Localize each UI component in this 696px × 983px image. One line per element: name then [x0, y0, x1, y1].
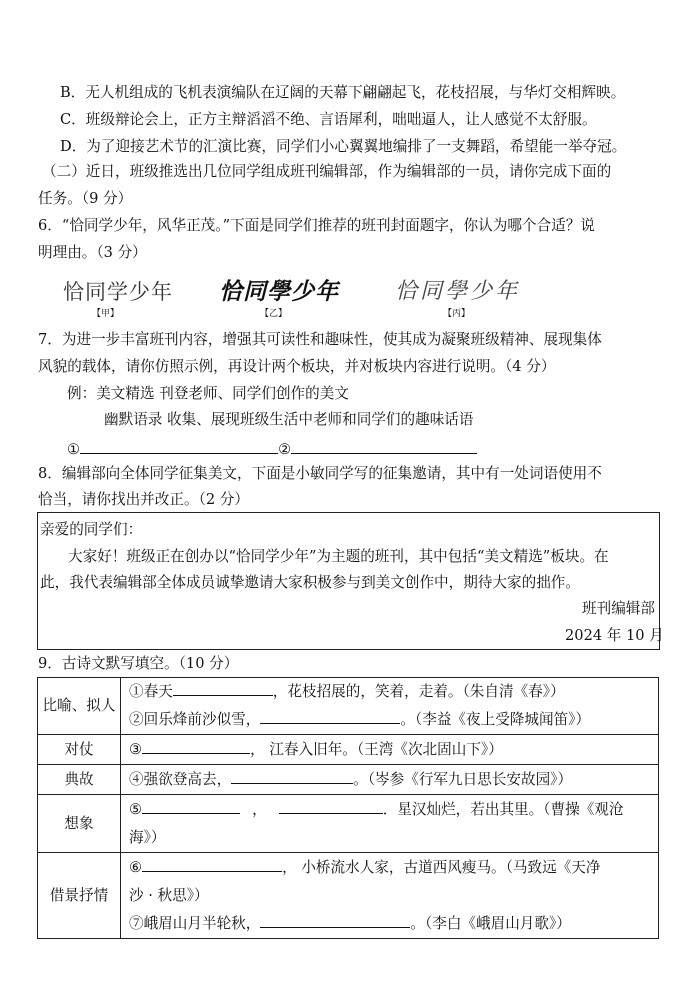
category-label: 想象 [64, 814, 94, 832]
category-label: 典故 [64, 770, 94, 788]
caption-yi: 【乙】 [260, 309, 288, 319]
poem-line-5-cont: 海》） [129, 828, 166, 846]
q6-line2: 明理由。（3 分） [38, 244, 147, 261]
section2-line2: 任务。（9 分） [38, 190, 133, 207]
poem-table [37, 677, 659, 939]
poem-row-diangu [38, 765, 659, 795]
calligraphy-bing [395, 274, 520, 305]
poem-line-7: ⑦峨眉山月半轮秋， 。（李白《峨眉山月歌》） [129, 910, 658, 938]
poem-blank-4[interactable] [231, 768, 353, 784]
q9-title: 9．古诗文默写填空。（10 分） [38, 655, 239, 672]
letter-signature: 班刊编辑部 [582, 600, 655, 617]
poem-line-5: ⑤ ， ．星汉灿烂，若出其里。（曹操《观沧 [129, 796, 658, 824]
q8-line1: 8．编辑部向全体同学征集美文，下面是小敏同学写的征集邀请，其中有一处词语使用不 [38, 465, 602, 482]
calligraphy-jia [63, 276, 173, 306]
q7-example1: 例：美文精选 刊登老师、同学们创作的美文 [67, 385, 349, 402]
calligraphy-bing-text: 恰同學少年 [395, 279, 521, 304]
poem-line-4: ④强欲登高去， 。（岑参《行军九日思长安故园》） [129, 766, 658, 794]
poem-line-3: ③ ， 江春入旧年。（王湾《次北固山下》） [129, 736, 658, 764]
poem-blank-5a[interactable] [142, 798, 240, 814]
poem-line-6-cont: 沙 · 秋思》） [129, 886, 209, 904]
q7-line1: 7．为进一步丰富班刊内容，增强其可读性和趣味性，使其成为凝聚班级精神、展现集体 [38, 331, 602, 348]
poem-blank-2[interactable] [260, 708, 400, 724]
calligraphy-jia-text: 恰同学少年 [63, 280, 173, 304]
poem-row-xiangxiang [38, 795, 659, 853]
q7-blank2[interactable] [291, 438, 477, 454]
poem-blank-6[interactable] [142, 856, 282, 872]
q7-blank2-label: ② [278, 441, 292, 458]
calligraphy-yi [219, 273, 339, 306]
letter-date: 2024 年 10 月 [565, 627, 664, 644]
caption-bing: 【丙】 [443, 309, 471, 319]
q7-blank1[interactable] [80, 438, 278, 454]
poem-blank-5b[interactable] [279, 798, 383, 814]
q7-blank1-label: ① [67, 441, 81, 458]
category-label: 对仗 [64, 740, 94, 758]
poem-blank-1[interactable] [173, 680, 273, 696]
category-label: 比喻、拟人 [42, 697, 116, 714]
poem-row-jiejing [38, 853, 659, 939]
q6-line1: 6．“恰同学少年，风华正茂。”下面是同学们推荐的班刊封面题字，你认为哪个合适？说 [38, 217, 595, 234]
section2-line1: （二）近日，班级推选出几位同学组成班刊编辑部，作为编辑部的一员，请你完成下面的 [42, 163, 612, 180]
q7-answer-line [67, 438, 477, 460]
q7-example2: 幽默语录 收集、展现班级生活中老师和同学们的趣味话语 [104, 411, 474, 428]
poem-row-metaphor [38, 678, 659, 735]
poem-row-duizhang [38, 735, 659, 765]
letter-body2: 此，我代表编辑部全体成员诚挚邀请大家积极参与到美文创作中，期待大家的拙作。 [40, 574, 580, 591]
poem-line-1: ①春天 ，花枝招展的，笑着，走着。（朱自清《春》） [129, 678, 658, 706]
q7-line2: 风貌的载体，请你仿照示例，再设计两个板块，并对板块内容进行说明。（4 分） [38, 358, 556, 375]
category-label: 借景抒情 [49, 886, 109, 904]
letter-greeting: 亲爱的同学们： [40, 521, 143, 538]
poem-blank-3[interactable] [142, 738, 250, 754]
option-c: C．班级辩论会上，正方主辩滔滔不绝、言语犀利，咄咄逼人，让人感觉不太舒服。 [60, 111, 597, 128]
caption-jia: 【甲】 [92, 309, 120, 319]
q8-line2: 恰当，请你找出并改正。（2 分） [38, 491, 249, 508]
poem-line-2: ②回乐烽前沙似雪， 。（李益《夜上受降城闻笛》） [129, 706, 658, 734]
calligraphy-yi-text: 恰同學少年 [219, 278, 339, 305]
option-d: D．为了迎接艺术节的汇演比赛，同学们小心翼翼地编排了一支舞蹈，希望能一举夺冠。 [60, 138, 627, 155]
poem-category [38, 678, 121, 735]
letter-body1: 大家好！班级正在创办以“恰同学少年”为主题的班刊，其中包括“美文精选”板块。在 [68, 548, 609, 565]
poem-blank-7[interactable] [260, 912, 410, 928]
option-b: B．无人机组成的飞机表演编队在辽阔的天幕下翩翩起飞，花枝招展，与华灯交相辉映。 [60, 84, 626, 101]
poem-line-6: ⑥ ， 小桥流水人家，古道西风瘦马。（马致远《天净 [129, 854, 658, 882]
